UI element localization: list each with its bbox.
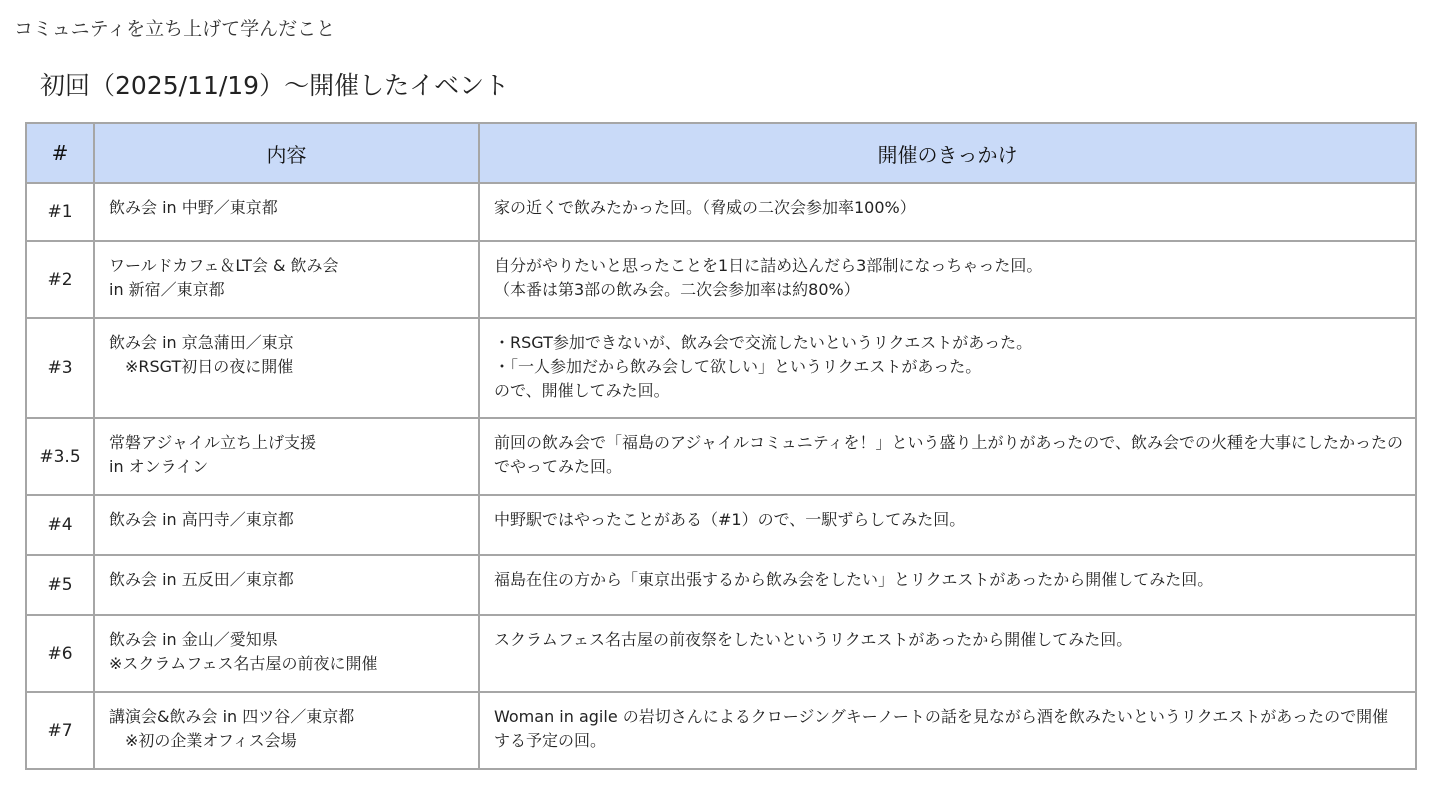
- table-row: [26, 555, 1416, 615]
- event-reason: [479, 241, 1416, 318]
- event-reason-line: （本番は第3部の飲み会。二次会参加率は約80%）: [494, 280, 860, 299]
- events-table: [25, 122, 1417, 770]
- event-reason: [479, 318, 1416, 418]
- event-reason: [479, 418, 1416, 495]
- slide-header: コミュニティを立ち上げて学んだこと: [14, 18, 336, 40]
- event-content-line: 飲み会 in 京急蒲田／東京: [109, 333, 294, 352]
- event-content: [94, 555, 479, 615]
- table-row: [26, 318, 1416, 418]
- event-number: #6: [26, 615, 94, 692]
- column-header-reason: 開催のきっかけ: [479, 123, 1416, 183]
- event-reason: [479, 555, 1416, 615]
- event-content: [94, 615, 479, 692]
- event-number: #1: [26, 183, 94, 241]
- event-content-line: 講演会&飲み会 in 四ツ谷／東京都: [109, 707, 355, 726]
- table-row: [26, 615, 1416, 692]
- event-content-line: 飲み会 in 五反田／東京都: [109, 570, 294, 589]
- event-number: #4: [26, 495, 94, 555]
- event-reason-line: 中野駅ではやったことがある（#1）ので、一駅ずらしてみた回。: [494, 510, 966, 529]
- table-row: [26, 418, 1416, 495]
- event-reason-line: 自分がやりたいと思ったことを1日に詰め込んだら3部制になっちゃった回。: [494, 256, 1043, 275]
- event-reason-line: ・「一人参加だから飲み会して欲しい」というリクエストがあった。: [494, 357, 982, 376]
- event-content-line: 飲み会 in 高円寺／東京都: [109, 510, 294, 529]
- event-reason-line: 家の近くで飲みたかった回。（脅威の二次会参加率100%）: [494, 198, 916, 217]
- event-content-line: 飲み会 in 中野／東京都: [109, 198, 278, 217]
- column-header-number: #: [26, 123, 94, 183]
- event-content-line: 飲み会 in 金山／愛知県: [109, 630, 278, 649]
- page-title: 初回（2025/11/19）〜開催したイベント: [40, 71, 510, 100]
- event-reason: [479, 615, 1416, 692]
- event-content-line: in オンライン: [109, 457, 209, 476]
- event-reason-line: 福島在住の方から「東京出張するから飲み会をしたい」とリクエストがあったから開催してみた回。: [494, 570, 1214, 589]
- table-row: [26, 183, 1416, 241]
- event-content: [94, 183, 479, 241]
- column-header-content: 内容: [94, 123, 479, 183]
- event-content: [94, 318, 479, 418]
- event-reason: [479, 692, 1416, 769]
- event-number: #2: [26, 241, 94, 318]
- event-number: #5: [26, 555, 94, 615]
- event-content: [94, 241, 479, 318]
- table-header-row: [26, 123, 1416, 183]
- table-row: [26, 692, 1416, 769]
- event-reason-line: ので、開催してみた回。: [494, 381, 670, 400]
- event-number: #7: [26, 692, 94, 769]
- event-reason: [479, 183, 1416, 241]
- event-content: [94, 692, 479, 769]
- event-reason: [479, 495, 1416, 555]
- event-content-line: ※RSGT初日の夜に開催: [109, 357, 294, 376]
- event-content-line: ワールドカフェ＆LT会 & 飲み会: [109, 256, 339, 275]
- table-row: [26, 495, 1416, 555]
- event-number: #3.5: [26, 418, 94, 495]
- event-reason-line: スクラムフェス名古屋の前夜祭をしたいというリクエストがあったから開催してみた回。: [494, 630, 1133, 649]
- event-reason-line: 前回の飲み会で「福島のアジャイルコミュニティを！」という盛り上がりがあったので、飲み会での火種を大事にしたかったのでやってみた回。: [494, 433, 1403, 476]
- event-reason-line: ・RSGT参加できないが、飲み会で交流したいというリクエストがあった。: [494, 333, 1033, 352]
- event-content: [94, 495, 479, 555]
- event-content-line: ※スクラムフェス名古屋の前夜に開催: [109, 654, 378, 673]
- event-content-line: 常磐アジャイル立ち上げ支援: [109, 433, 317, 452]
- event-content: [94, 418, 479, 495]
- event-reason-line: Woman in agile の岩切さんによるクロージングキーノートの話を見ながら酒を飲みたいというリクエストがあったので開催する予定の回。: [494, 707, 1389, 750]
- event-content-line: ※初の企業オフィス会場: [109, 731, 297, 750]
- event-number: #3: [26, 318, 94, 418]
- table-row: [26, 241, 1416, 318]
- event-content-line: in 新宿／東京都: [109, 280, 225, 299]
